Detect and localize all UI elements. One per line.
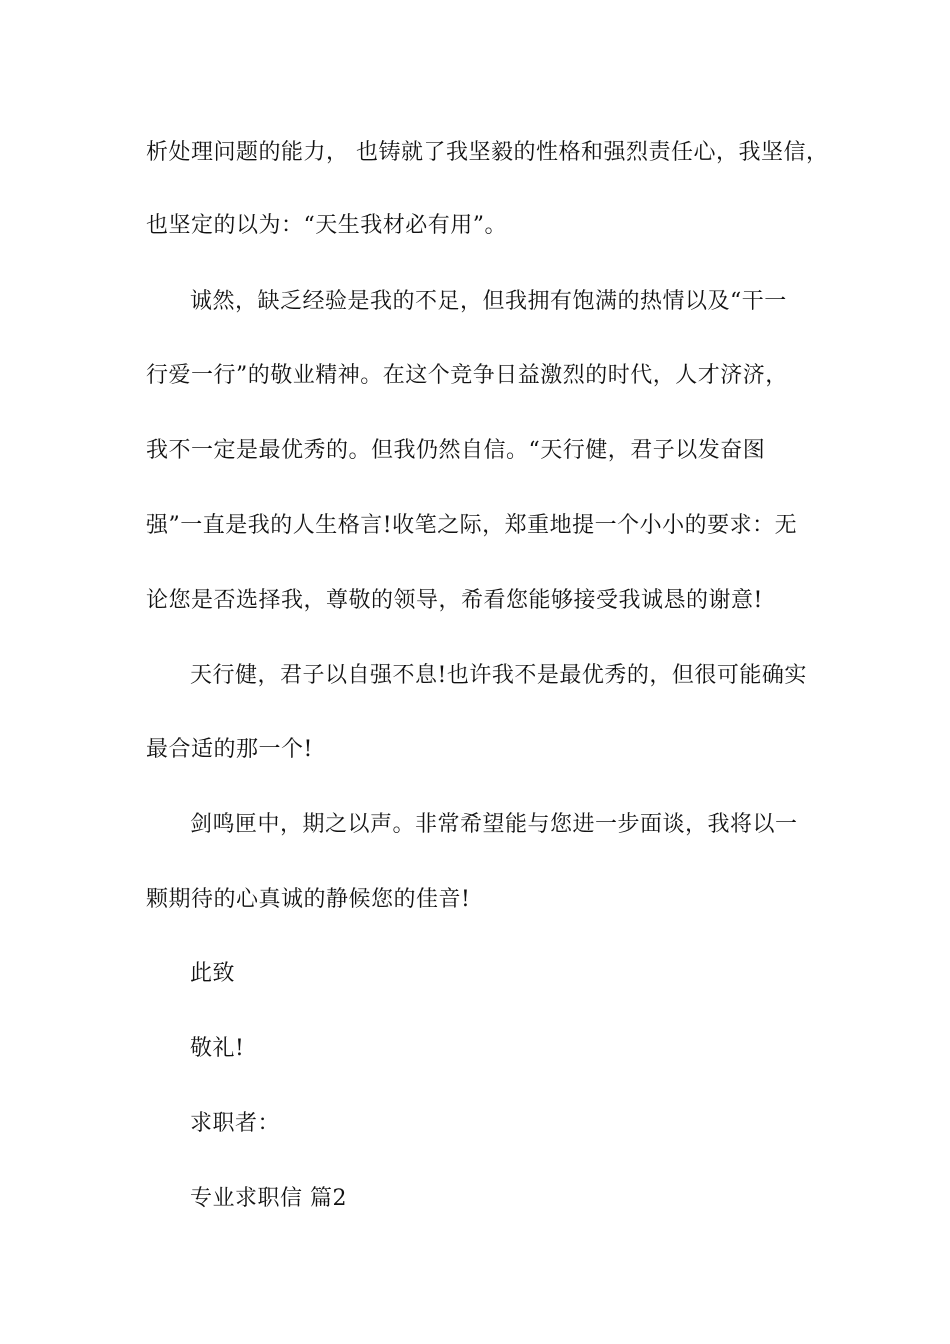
text-line-1: 析处理问题的能力， 也铸就了我坚毅的性格和强烈责任心，我坚信， (146, 140, 829, 165)
closing-salutation: 此致 (190, 961, 236, 986)
text-line-5: 我不一定是最优秀的。但我仍然自信。“天行健，君子以发奋图 (146, 438, 766, 463)
text-line-7: 论您是否选择我，尊敬的领导，希看您能够接受我诚恳的谢意! (146, 588, 763, 613)
text-line-8: 天行健，君子以自强不息!也许我不是最优秀的，但很可能确实 (190, 663, 807, 688)
text-line-4: 行爱一行”的敬业精神。在这个竞争日益激烈的时代，人才济济， (146, 363, 788, 388)
text-line-6: 强”一直是我的人生格言!收笔之际，郑重地提一个小小的要求：无 (146, 513, 798, 538)
text-line-2: 也坚定的以为：“天生我材必有用”。 (146, 213, 507, 238)
applicant-signature-label: 求职者： (190, 1111, 281, 1136)
text-line-11: 颗期待的心真诚的静候您的佳音! (146, 887, 471, 912)
section-heading: 专业求职信 篇2 (190, 1186, 347, 1211)
text-line-9: 最合适的那一个! (146, 737, 313, 762)
text-line-10: 剑鸣匣中，期之以声。非常希望能与您进一步面谈，我将以一 (190, 812, 798, 837)
closing-regards: 敬礼! (190, 1036, 245, 1061)
text-line-3: 诚然，缺乏经验是我的不足，但我拥有饱满的热情以及“干一 (190, 289, 787, 314)
